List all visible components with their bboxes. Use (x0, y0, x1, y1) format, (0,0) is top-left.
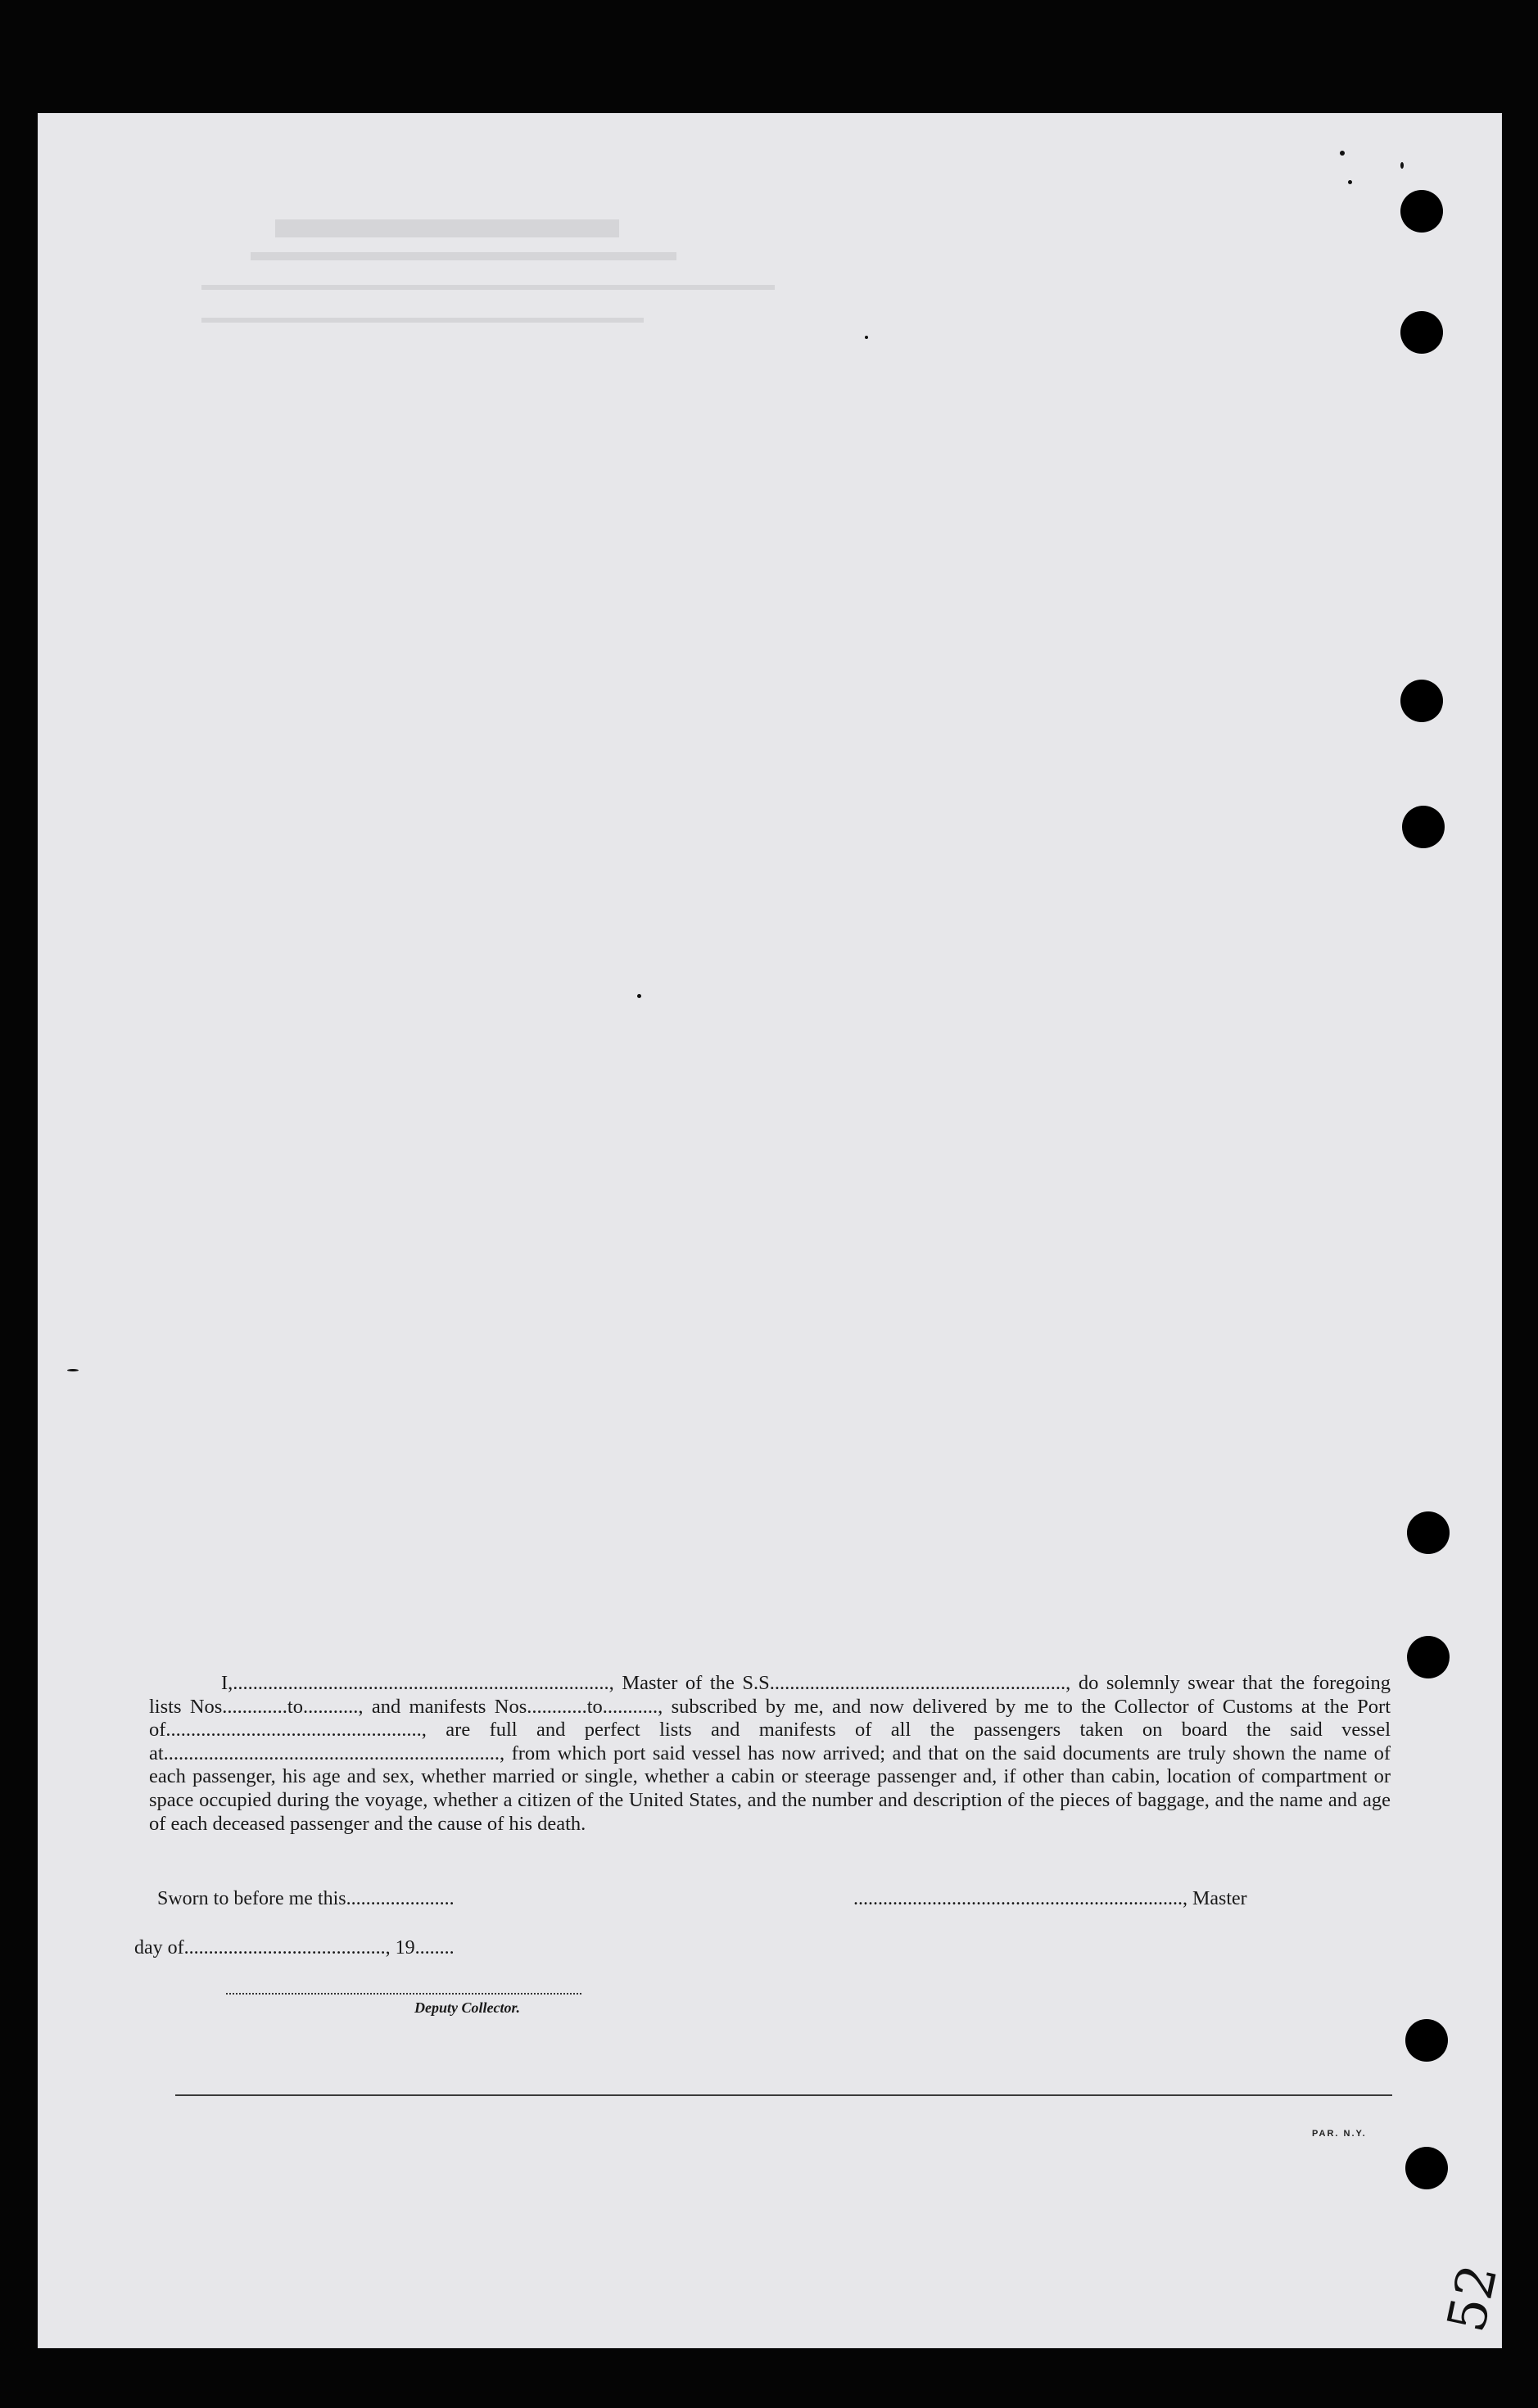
oath-paragraph: I,..........................................................................., Master of the S.S..........................................................., do solemnly swear that the foregoing lists Nos.............to..........., and manifests Nos............to..........., subscribed by me, and now delivered by me to the Collector of Customs at the Port of..................................................., are full and perfect lists and manifests of all the passengers taken on board the said vessel at..................................................................., from which port said vessel has now arrived; and that on the said documents are truly shown the name of each passenger, his age and sex, whether married or single, whether a cabin or steerage passenger and, if other than cabin, location of compartment or space occupied during the voyage, whether a citizen of the United States, and the number and description of the pieces of baggage, and the name and age of each deceased passenger and the cause of his death. (149, 1672, 1391, 1835)
dust-speck (1340, 151, 1345, 156)
dust-speck (1400, 162, 1404, 169)
dust-speck (67, 1369, 79, 1371)
dust-speck (637, 994, 641, 998)
punch-hole (1407, 1636, 1450, 1678)
deputy-signature-line (226, 1993, 581, 1995)
punch-hole (1400, 190, 1443, 233)
footer-rule (175, 2094, 1392, 2096)
punch-hole (1405, 2147, 1448, 2189)
punch-hole (1400, 311, 1443, 354)
deputy-collector-label: Deputy Collector. (414, 1999, 520, 2016)
punch-hole (1400, 680, 1443, 722)
sworn-before-line: Sworn to before me this...................... (157, 1888, 455, 1909)
document-page (38, 113, 1510, 2348)
punch-hole (1402, 806, 1445, 848)
master-label: Master (1192, 1888, 1247, 1909)
dust-speck (865, 336, 868, 339)
dust-speck (1348, 180, 1352, 184)
handwritten-page-number: 52 (1436, 2259, 1510, 2338)
day-of-line: day of........................................., 19........ (134, 1937, 455, 1958)
punch-hole (1405, 2019, 1448, 2062)
master-dotted-line: ..................................................................., (853, 1888, 1192, 1909)
bleed-through-header (152, 195, 889, 375)
punch-hole (1407, 1511, 1450, 1554)
master-signature-line (853, 1888, 1247, 1910)
printer-mark: PAR. N.Y. (1312, 2129, 1367, 2139)
